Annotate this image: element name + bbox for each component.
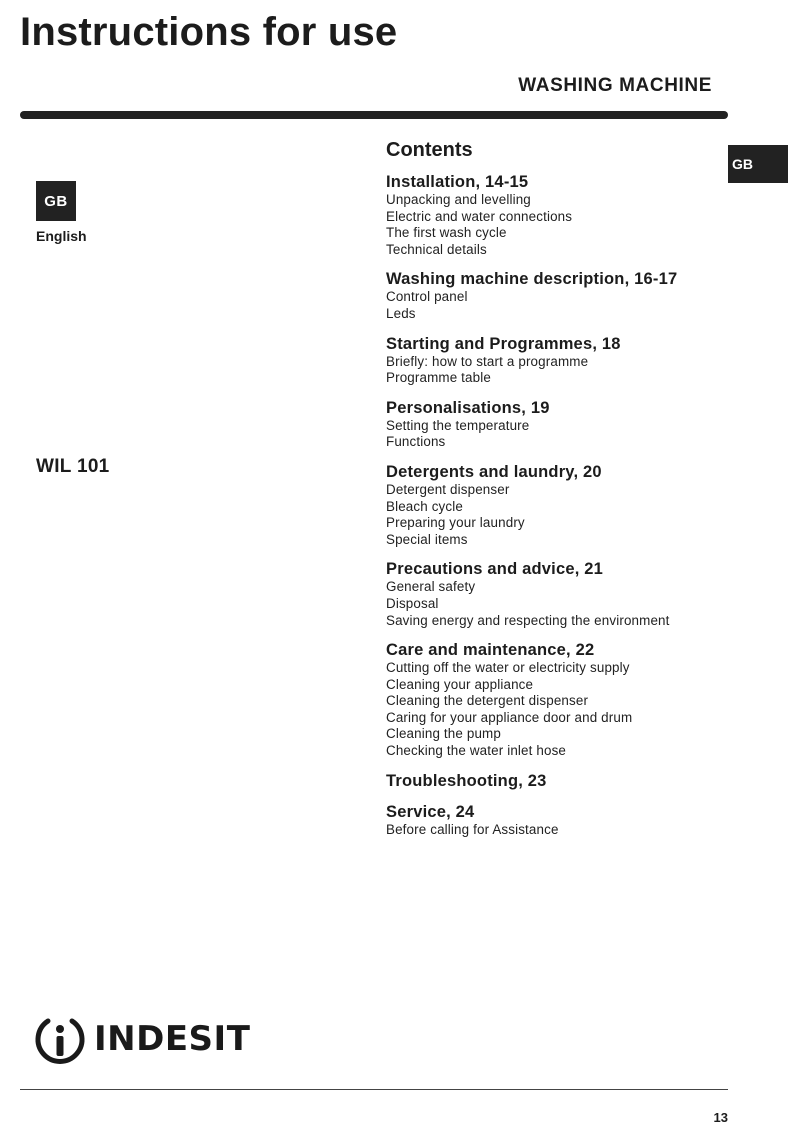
contents-section	[386, 803, 746, 839]
section-item: Control panel	[386, 289, 468, 305]
section-item: Setting the temperature	[386, 417, 530, 433]
section-title: Care and maintenance, 22	[386, 641, 595, 660]
section-title: Service, 24	[386, 802, 475, 821]
section-item: Leds	[386, 305, 416, 321]
contents-section	[386, 772, 746, 791]
section-item: Unpacking and levelling	[386, 192, 531, 207]
section-title: Troubleshooting, 23	[386, 771, 547, 790]
contents-heading: Contents	[386, 139, 473, 161]
language-code: GB	[44, 192, 68, 210]
section-title: Detergents and laundry, 20	[386, 462, 602, 481]
contents-section	[386, 463, 746, 548]
section-title: Washing machine description, 16-17	[386, 270, 678, 289]
section-item: Briefly: how to start a programme	[386, 353, 589, 369]
page-number: 13	[713, 1110, 728, 1125]
section-item: Cleaning the pump	[386, 726, 501, 742]
language-name: English	[36, 228, 87, 244]
section-item: Cleaning the detergent dispenser	[386, 693, 589, 709]
section-item: General safety	[386, 579, 476, 595]
section-item: Programme table	[386, 370, 491, 386]
section-item: Disposal	[386, 595, 439, 611]
table-of-contents	[386, 138, 746, 850]
contents-section	[386, 173, 746, 258]
section-item: Special items	[386, 531, 468, 547]
section-item: Preparing your laundry	[386, 515, 525, 531]
contents-section	[386, 399, 746, 451]
section-title: Installation, 14-15	[386, 173, 529, 191]
section-item: Detergent dispenser	[386, 481, 510, 497]
brand-logo	[34, 1013, 250, 1065]
language-badge	[36, 181, 76, 221]
section-item: Functions	[386, 434, 446, 450]
section-item: The first wash cycle	[386, 225, 507, 241]
footer-divider	[20, 1089, 728, 1090]
section-item: Technical details	[386, 241, 487, 257]
section-item: Cutting off the water or electricity supply	[386, 660, 630, 676]
section-item: Caring for your appliance door and drum	[386, 709, 633, 725]
section-item: Checking the water inlet hose	[386, 743, 567, 759]
contents-sections	[386, 173, 746, 838]
indesit-logo-icon	[34, 1013, 86, 1065]
section-item: Electric and water connections	[386, 208, 573, 224]
side-tab-label: GB	[732, 156, 753, 172]
section-item: Cleaning your appliance	[386, 676, 534, 692]
section-item: Bleach cycle	[386, 498, 463, 514]
contents-section	[386, 560, 746, 629]
page-title: Instructions for use	[20, 10, 398, 54]
contents-section	[386, 641, 746, 760]
section-item: Before calling for Assistance	[386, 821, 559, 837]
brand-name: INDESIT	[94, 1019, 251, 1059]
section-title: Starting and Programmes, 18	[386, 334, 621, 353]
section-title: Precautions and advice, 21	[386, 560, 604, 579]
contents-section	[386, 270, 746, 322]
product-type: WASHING MACHINE	[518, 75, 712, 96]
header-divider	[20, 111, 728, 119]
contents-section	[386, 335, 746, 387]
model-number: WIL 101	[36, 456, 110, 477]
section-item: Saving energy and respecting the environment	[386, 612, 670, 628]
section-title: Personalisations, 19	[386, 398, 550, 417]
